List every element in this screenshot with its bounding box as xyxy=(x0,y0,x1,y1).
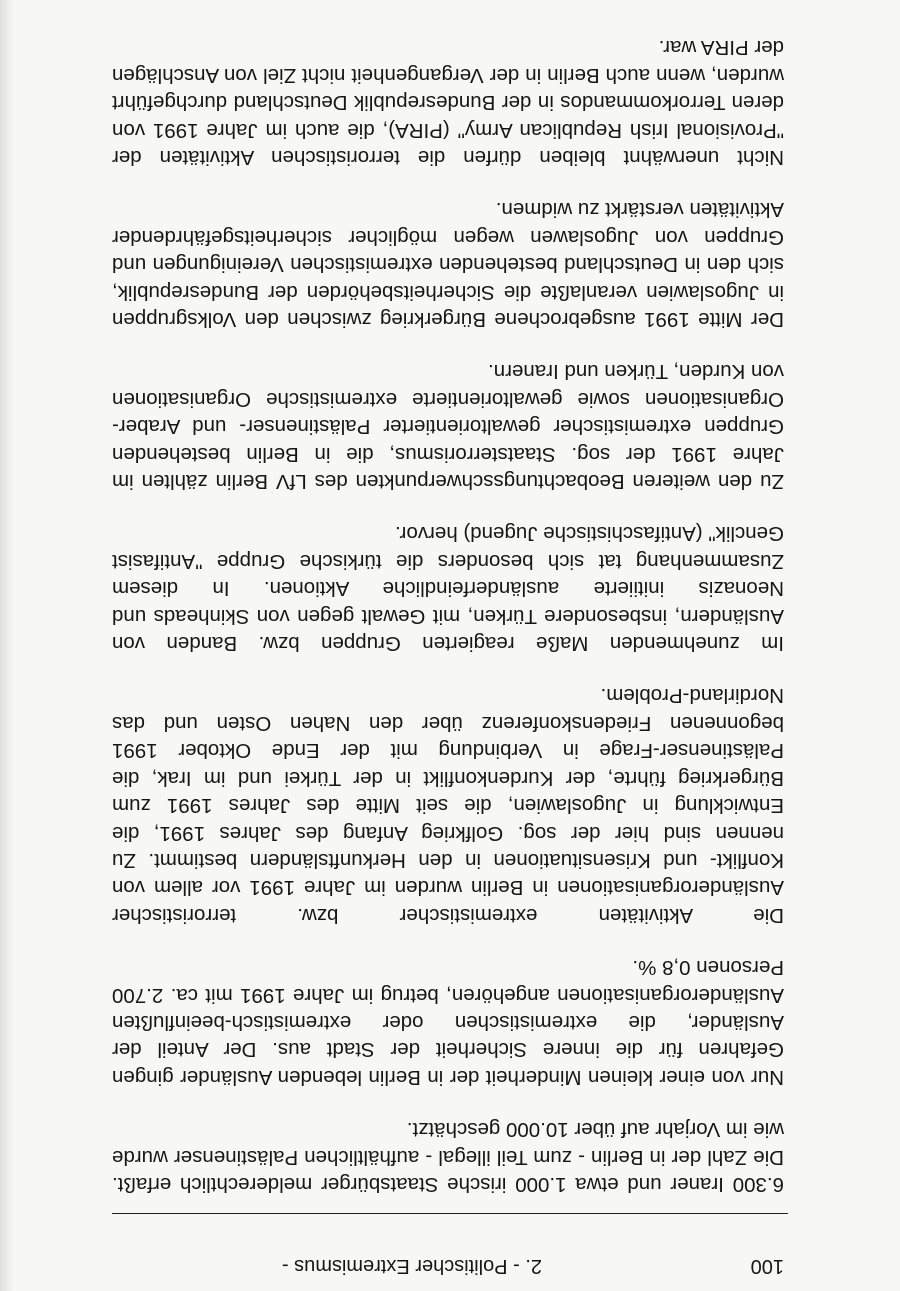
paragraph-4: Im zunehmenden Maße reagierten Gruppen bzw. Banden von Ausländern, insbesondere Türken, mit Gewalt gegen von Skinheads und Neonazis initiierte ausländerfeindliche Aktionen. In diesem Zusammenhang tat sich besonders die türkische Gruppe "Antifasist Genclik" (Antifaschistische Jugend) hervor. xyxy=(112,522,784,656)
paragraph-1: 6.300 Iraner und etwa 1.000 irische Staatsbürger melderechtlich erfaßt. Die Zahl der in Berlin - zum Teil illegal - aufhältlichen Palästinenser wurde wie im Vorjahr auf über 10.000 geschätzt. xyxy=(112,1118,784,1196)
paragraph-7: Nicht unerwähnt bleiben dürfen die terroristischen Aktivitäten der "Provisional Irish Republican Army" (PIRA), die auch im Jahre 1991 von deren Terrorkommandos in der Bundesrepublik Deutschland durchgeführt wurden, wenn auch Berlin in der Vergangenheit nicht Ziel von Anschlägen der PIRA war. xyxy=(112,36,784,169)
paragraph-2: Nur von einer kleinen Minderheit der in Berlin lebenden Ausländer gingen Gefahren für die innere Sicherheit der Stadt aus. Der Anteil der Ausländer, die extremistischen oder extremistisch-beeinflußten Ausländerorganisationen angehören, betrug im Jahre 1991 mit ca. 2.700 Personen 0,8 %. xyxy=(112,956,784,1089)
paragraph-5: Zu den weiteren Beobachtungsschwerpunkten des LfV Berlin zählten im Jahre 1991 der sog. Staatsterrorismus, die in Berlin bestehenden Gruppen extremistischer gewaltorientierter Palästinenser- und Araber-Organisationen sowie gewaltorientierte extremistische Organisationen von Kurden, Türken und Iranern. xyxy=(112,360,784,494)
header-rule xyxy=(112,1213,788,1214)
page-number: 100 xyxy=(750,1255,784,1277)
paragraph-6: Der Mitte 1991 ausgebrochene Bürgerkrieg zwischen den Volksgruppen in Jugoslawien veranlaßte die Sicherheitsbehörden der Bundesrepublik, sich den in Deutschland bestehenden extremistischen Vereinigungen und Gruppen von Jugoslawen wegen möglicher sicherheitsgefährdender Aktivitäten verstärkt zu widmen. xyxy=(112,198,784,332)
chapter-title: 2. - Politischer Extremismus - xyxy=(281,1255,542,1277)
page-header xyxy=(117,1251,784,1281)
paragraph-3: Die Aktivitäten extremistischer bzw. terroristischer Ausländerorganisationen in Berlin wurden im Jahre 1991 vor allem von Konflikt- und Krisensituationen in den Herkunftsländern bestimmt. Zu nennen sind hier der sog. Golfkrieg Anfang des Jahres 1991, die Entwicklung in Jugoslawien, die seit Mitte des Jahres 1991 zum Bürgerkrieg führte, der Kurdenkonflikt in der Türkei und im Irak, die Palästinenser-Frage in Verbindung mit der Ende Oktober 1991 begonnenen Friedenskonferenz über den Nahen Osten und das Nordirland-Problem. xyxy=(112,684,784,927)
body-text xyxy=(112,9,784,1198)
